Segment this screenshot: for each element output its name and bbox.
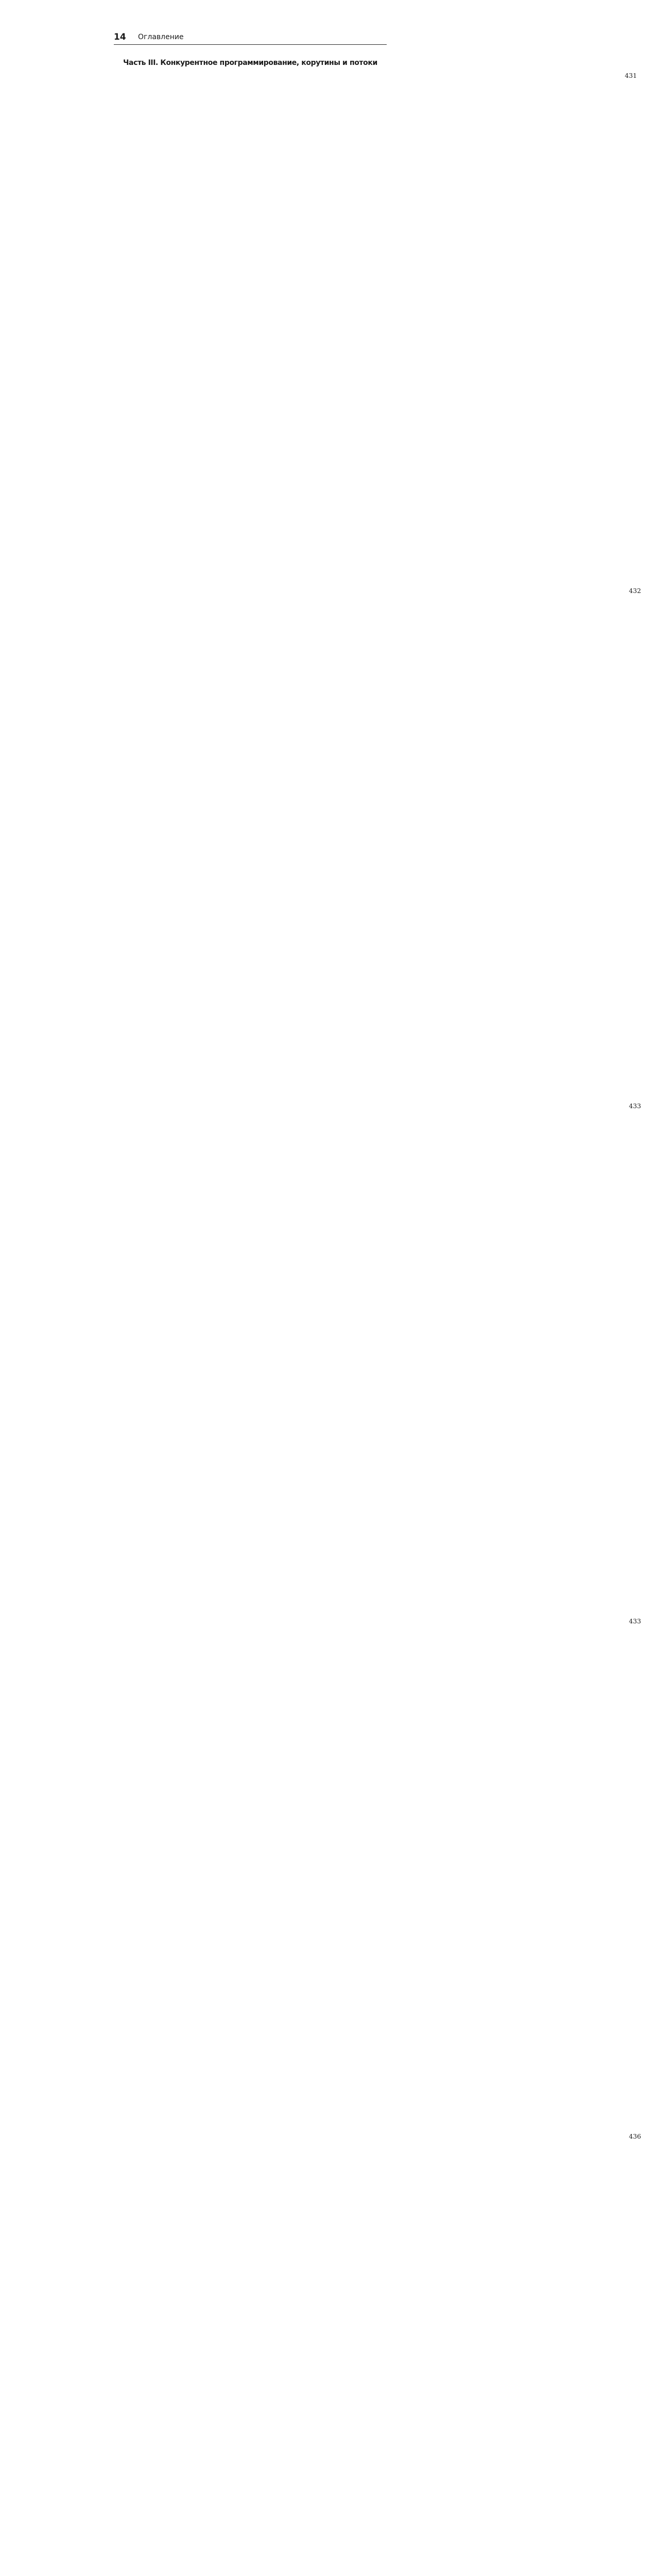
page-ref: 433 — [629, 1617, 641, 1625]
table-of-contents — [114, 71, 641, 2576]
running-header — [114, 31, 387, 45]
toc-entry-row — [114, 1617, 641, 2132]
dot-leader — [119, 1618, 125, 1623]
toc-entry-row — [114, 2132, 641, 2576]
dot-leader — [115, 73, 120, 78]
toc-chapter — [114, 71, 641, 2576]
toc-entry-row — [114, 586, 641, 1101]
toc-entry-row — [114, 1101, 641, 1617]
page-ref: 431 — [625, 72, 637, 79]
page-ref: 433 — [629, 1102, 641, 1110]
dot-leader — [119, 588, 125, 593]
running-title: Оглавление — [138, 33, 184, 41]
part-title: Часть III. Конкурентное программирование, корутины и потоки — [123, 59, 377, 67]
page-ref: 432 — [629, 587, 641, 595]
toc-chapter-row — [114, 71, 637, 586]
page-ref: 436 — [629, 2132, 641, 2140]
dot-leader — [119, 1103, 125, 1108]
dot-leader — [119, 2133, 125, 2139]
page-number: 14 — [114, 32, 126, 42]
